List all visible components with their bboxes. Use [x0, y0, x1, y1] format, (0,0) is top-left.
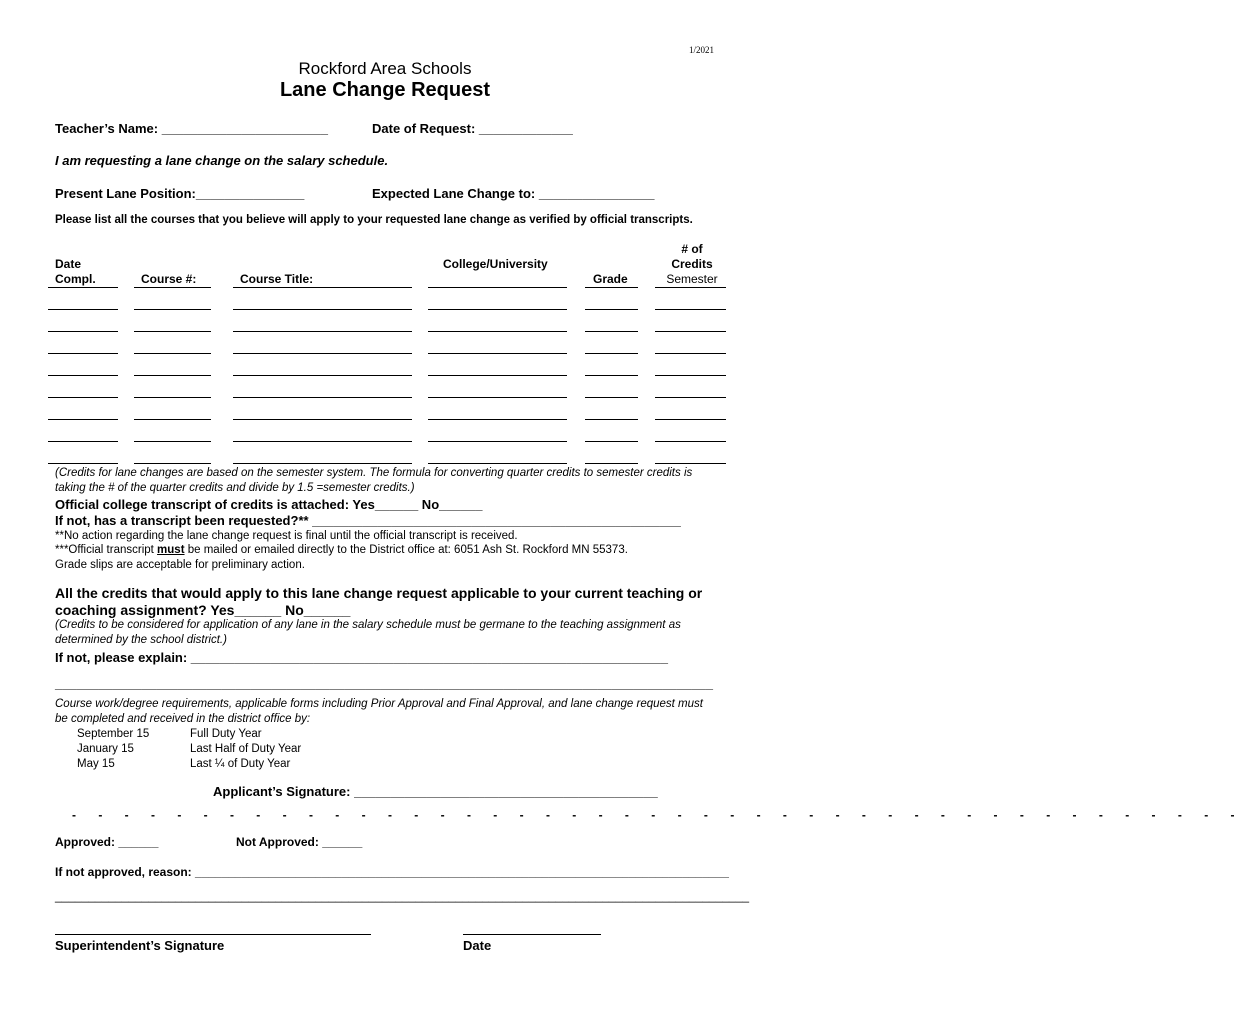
course-title-blank[interactable]	[233, 331, 412, 332]
date-blank[interactable]	[48, 353, 118, 354]
approved-field[interactable]: Approved: ______	[55, 835, 159, 849]
section-divider: - - - - - - - - - - - - - - - - - - - - - - - - - - - - - - - - - - - - - - - - - - - - -	[72, 808, 1244, 822]
date-blank[interactable]	[48, 397, 118, 398]
transcript-attached-field[interactable]: Official college transcript of credits is attached: Yes______ No______	[55, 497, 483, 512]
grade-blank[interactable]	[585, 309, 638, 310]
superintendent-signature-line[interactable]	[55, 934, 371, 935]
organization-name: Rockford Area Schools	[298, 59, 472, 78]
header-college: College/University	[443, 257, 548, 271]
header-underline-course-number	[134, 287, 211, 288]
header-underline-date	[48, 287, 118, 288]
grade-blank[interactable]	[585, 331, 638, 332]
reason-field-line2[interactable]: ________________________________________________________________________________________________________	[55, 889, 750, 903]
deadline-date: September 15	[77, 728, 150, 740]
applicable-note: (Credits to be considered for application of any lane in the salary schedule must be germane to the teaching assignment as determined by the school district.)	[55, 619, 681, 646]
deadline-period: Last Half of Duty Year	[190, 743, 302, 755]
transcript-note-grade-slips: Grade slips are acceptable for preliminary action.	[55, 559, 305, 571]
present-lane-field[interactable]: Present Lane Position:_______________	[55, 186, 305, 201]
course-number-blank[interactable]	[134, 397, 211, 398]
course-title-blank[interactable]	[233, 375, 412, 376]
explain-field-line2[interactable]: ___________________________________________________________________________________________	[55, 676, 713, 691]
course-number-blank[interactable]	[134, 331, 211, 332]
applicable-question-line2[interactable]: coaching assignment? Yes______ No______	[55, 602, 351, 618]
deadlines-intro: Course work/degree requirements, applicable forms including Prior Approval and Final Approval, and lane change request must be completed and received in the district office by:	[55, 698, 703, 725]
not-approved-field[interactable]: Not Approved: ______	[236, 835, 363, 849]
header-credits: Credits	[671, 257, 713, 271]
date-blank[interactable]	[48, 331, 118, 332]
course-title-blank[interactable]	[233, 441, 412, 442]
teacher-name-field[interactable]: Teacher’s Name: _______________________	[55, 121, 328, 136]
college-blank[interactable]	[428, 353, 567, 354]
course-number-blank[interactable]	[134, 309, 211, 310]
date-signature-line[interactable]	[463, 934, 601, 935]
credits-blank[interactable]	[655, 309, 726, 310]
transcript-note-mailing-post: be mailed or emailed directly to the District office at: 6051 Ash St. Rockford MN 55373.	[184, 544, 628, 556]
grade-blank[interactable]	[585, 441, 638, 442]
grade-blank[interactable]	[585, 375, 638, 376]
grade-blank[interactable]	[585, 463, 638, 464]
credits-blank[interactable]	[655, 375, 726, 376]
course-title-blank[interactable]	[233, 353, 412, 354]
header-course-title: Course Title:	[240, 272, 314, 286]
grade-blank[interactable]	[585, 419, 638, 420]
explain-field[interactable]: If not, please explain: __________________________________________________________________	[55, 650, 668, 665]
course-title-blank[interactable]	[233, 463, 412, 464]
course-number-blank[interactable]	[134, 353, 211, 354]
college-blank[interactable]	[428, 375, 567, 376]
credits-blank[interactable]	[655, 419, 726, 420]
date-blank[interactable]	[48, 309, 118, 310]
date-blank[interactable]	[48, 419, 118, 420]
header-underline-college	[428, 287, 567, 288]
college-blank[interactable]	[428, 419, 567, 420]
credits-blank[interactable]	[655, 441, 726, 442]
header-credits-count: # of	[681, 242, 703, 256]
course-title-blank[interactable]	[233, 419, 412, 420]
college-blank[interactable]	[428, 309, 567, 310]
transcript-note-final: **No action regarding the lane change request is final until the official transcript is received.	[55, 530, 518, 542]
credits-blank[interactable]	[655, 331, 726, 332]
date-blank[interactable]	[48, 463, 118, 464]
course-number-blank[interactable]	[134, 375, 211, 376]
header-semester: Semester	[666, 272, 718, 286]
deadline-period: Full Duty Year	[190, 728, 262, 740]
header-date: Date	[55, 257, 82, 271]
grade-blank[interactable]	[585, 353, 638, 354]
date-label: Date	[463, 938, 492, 953]
header-course-number: Course #:	[141, 272, 197, 286]
college-blank[interactable]	[428, 397, 567, 398]
course-title-blank[interactable]	[233, 397, 412, 398]
college-blank[interactable]	[428, 331, 567, 332]
transcript-note-mailing-pre: ***Official transcript	[55, 544, 158, 556]
deadline-period: Last ¼ of Duty Year	[190, 758, 291, 770]
credits-blank[interactable]	[655, 397, 726, 398]
page-title: Lane Change Request	[279, 79, 491, 101]
date-of-request-field[interactable]: Date of Request: _____________	[372, 121, 573, 136]
course-number-blank[interactable]	[134, 441, 211, 442]
header-compl: Compl.	[55, 272, 96, 286]
revision-date: 1/2021	[688, 45, 714, 55]
college-blank[interactable]	[428, 463, 567, 464]
deadline-date: May 15	[77, 758, 115, 770]
credits-blank[interactable]	[655, 353, 726, 354]
course-number-blank[interactable]	[134, 463, 211, 464]
college-blank[interactable]	[428, 441, 567, 442]
expected-lane-field[interactable]: Expected Lane Change to: ________________	[372, 186, 655, 201]
header-underline-course-title	[233, 287, 412, 288]
grade-blank[interactable]	[585, 397, 638, 398]
course-instructions: Please list all the courses that you believe will apply to your requested lane change as verified by official transcripts.	[55, 214, 693, 226]
reason-field[interactable]: If not approved, reason: ________________________________________________________________________________	[55, 865, 729, 879]
date-blank[interactable]	[48, 375, 118, 376]
transcript-requested-field[interactable]: If not, has a transcript been requested?** ___________________________________________________	[55, 513, 681, 528]
applicant-signature-field[interactable]: Applicant’s Signature: __________________________________________	[213, 784, 658, 799]
header-underline-grade	[585, 287, 638, 288]
header-underline-credits	[655, 287, 726, 288]
course-number-blank[interactable]	[134, 419, 211, 420]
credits-blank[interactable]	[655, 463, 726, 464]
credits-conversion-note: (Credits for lane changes are based on the semester system. The formula for converting quarter credits to semester credits is taking the # of the quarter credits and divide by 1.5 =semester credits.)	[55, 467, 693, 494]
superintendent-signature-label: Superintendent’s Signature	[55, 938, 225, 953]
transcript-note-must: must	[157, 544, 185, 556]
deadline-date: January 15	[77, 743, 134, 755]
date-blank[interactable]	[48, 441, 118, 442]
course-title-blank[interactable]	[233, 309, 412, 310]
request-statement: I am requesting a lane change on the salary schedule.	[55, 153, 389, 168]
header-grade: Grade	[593, 272, 628, 286]
transcript-note-mailing	[55, 543, 628, 558]
applicable-question-line1: All the credits that would apply to this lane change request applicable to your current teaching or	[55, 585, 703, 601]
